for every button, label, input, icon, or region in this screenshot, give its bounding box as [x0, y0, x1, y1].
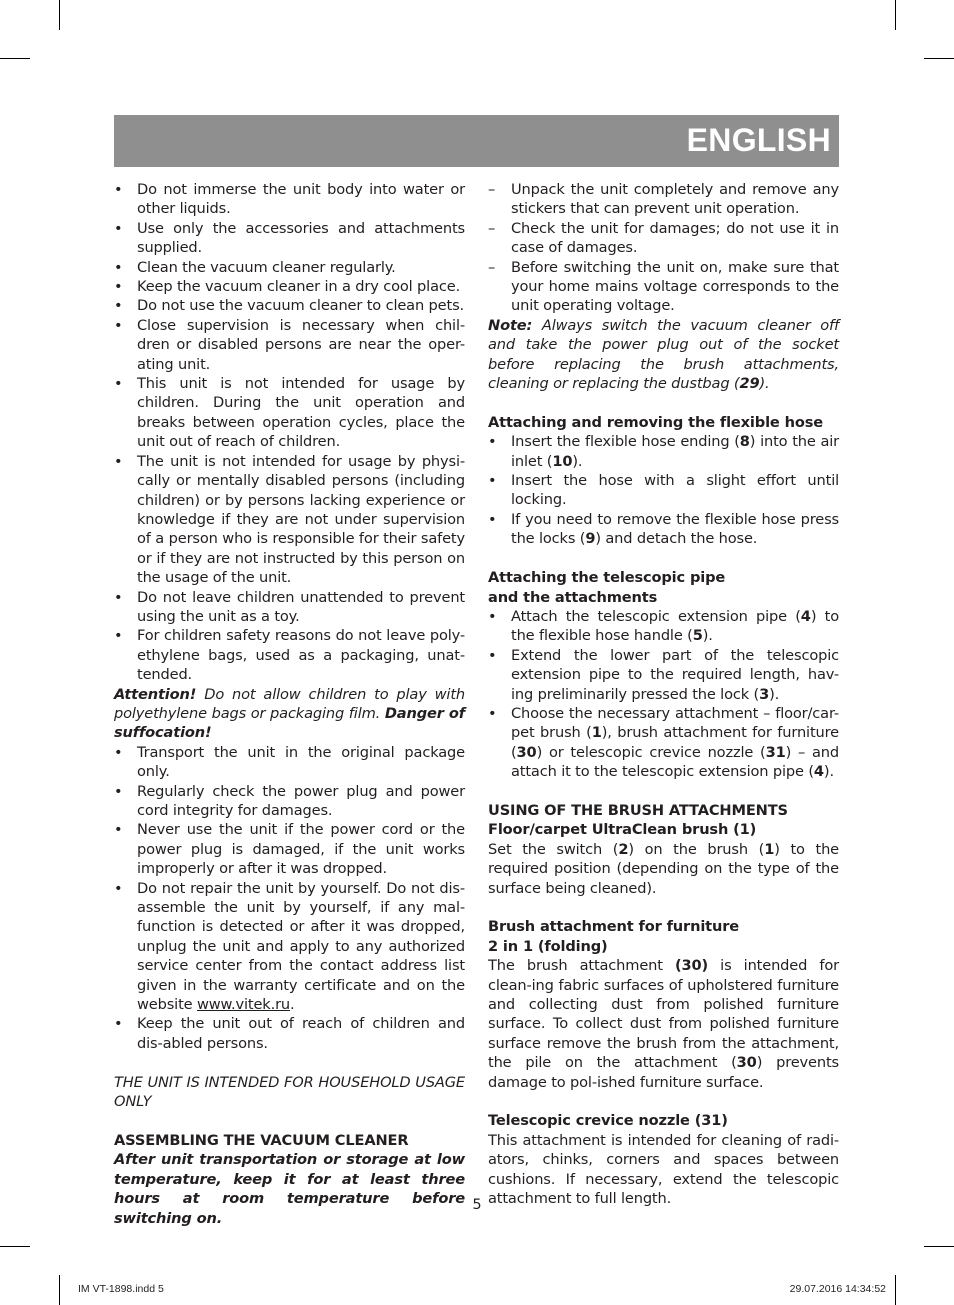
list-item: • If you need to remove the flexible hose press the locks (9) and detach the hose.: [488, 510, 839, 548]
paragraph: Set the switch (2) on the brush (1) to the required position (depending on the type of the surface being cleaned).: [488, 840, 839, 897]
crop-mark: [895, 1275, 896, 1305]
note: Note: Always switch the vacuum cleaner off and take the power plug out of the socket before replacing the brush attachments, cleaning or replacing the dustbag (29).: [488, 316, 839, 393]
list-item: • Regularly check the power plug and power cord integrity for damages.: [114, 782, 465, 819]
date-slug: 29.07.2016 14:34:52: [789, 1283, 886, 1295]
list-item: • Transport the unit in the original package only.: [114, 743, 465, 781]
subsection-heading: Floor/carpet UltraClean brush (1): [488, 821, 757, 839]
list-item: – Check the unit for damages; do not use it in case of damages.: [488, 219, 839, 257]
crop-mark: [924, 58, 954, 59]
crop-mark: [59, 0, 60, 30]
list-item: • For children safety reasons do not leave poly-ethylene bags, used as a packaging, unat-tended.: [114, 627, 465, 684]
crop-mark: [0, 1246, 30, 1247]
paragraph: The brush attachment (30) is intended for clean-ing fabric surfaces of upholstered furniture and collecting dust from polished furniture surface. To collect dust from polished furniture surface remove the brush from the attachment, the pile on the attachment (30) prevents damage to pol-ished furniture surface.: [488, 957, 839, 1091]
list-item: – Unpack the unit completely and remove any stickers that can prevent unit operation.: [488, 181, 839, 218]
file-slug: IM VT-1898.indd 5: [78, 1283, 164, 1295]
list-item: • Insert the flexible hose ending (8) into the air inlet (10).: [488, 433, 839, 470]
crop-mark: [924, 1246, 954, 1247]
page-number: 5: [472, 1196, 482, 1213]
right-column: [488, 180, 839, 1208]
crop-mark: [59, 1275, 60, 1305]
household-notice: THE UNIT IS INTENDED FOR HOUSEHOLD USAGE ONLY: [114, 1073, 465, 1111]
section-heading: USING OF THE BRUSH ATTACHMENTS: [488, 801, 788, 819]
list-item: • Keep the vacuum cleaner in a dry cool place.: [114, 278, 461, 296]
section-heading: Attaching and removing the flexible hose: [488, 413, 824, 431]
list-item: • Close supervision is necessary when chil-dren or disabled persons are near the oper-ating unit.: [114, 316, 465, 373]
language-banner: [114, 115, 839, 167]
subsection-heading: Brush attachment for furniture 2 in 1 (folding): [488, 918, 740, 955]
list-item: • Do not immerse the unit body into water or other liquids.: [114, 181, 465, 218]
list-item: • Extend the lower part of the telescopic extension pipe to the required length, hav-ing preliminarily pressed the lock (3).: [488, 646, 839, 703]
website-link[interactable]: www.vitek.ru: [196, 996, 291, 1014]
list-item: • This unit is not intended for usage by children. During the unit operation and breaks between operation cycles, place the unit out of reach of children.: [114, 375, 465, 451]
assembling-note: After unit transportation or storage at low temperature, keep it for at least three hours at room temperature before switching on.: [114, 1151, 465, 1227]
list-item: • Keep the unit out of reach of children and dis-abled persons.: [114, 1015, 465, 1052]
section-heading: Attaching the telescopic pipe and the attachments: [488, 569, 726, 606]
list-item: – Before switching the unit on, make sure that your home mains voltage corresponds to the unit operating voltage.: [488, 258, 839, 315]
list-item: • Attach the telescopic extension pipe (4) to the flexible hose handle (5).: [488, 607, 839, 645]
attention-note: Attention! Do not allow children to play with polyethylene bags or packaging film. Danger of suffocation!: [114, 685, 466, 742]
list-item: • Clean the vacuum cleaner regularly.: [114, 258, 396, 276]
left-column: [114, 180, 465, 1228]
crop-mark: [0, 58, 30, 59]
list-item: • Choose the necessary attachment – floor/car-pet brush (1), brush attachment for furniture (30) or telescopic crevice nozzle (31) – and attach it to the telescopic extension pipe (4).: [488, 704, 839, 781]
list-item: • Use only the accessories and attachments supplied.: [114, 219, 465, 257]
list-item: • Do not leave children unattended to prevent using the unit as a toy.: [114, 588, 465, 625]
list-item: • The unit is not intended for usage by physi-cally or mentally disabled persons (including children) or by persons lacking experience or knowledge if they are not under supervision of a person who is responsible for their safety or if they are not instructed by this person on the usage of the unit.: [114, 452, 465, 587]
list-item: • Do not repair the unit by yourself. Do not dis-assemble the unit by yourself, if any mal-function is detected or after it was dropped, unplug the unit and apply to any authorized service center from the contact address list given in the warranty certificate and on the website www.vitek.ru.: [114, 879, 465, 1014]
crop-mark: [895, 0, 896, 30]
list-item: • Insert the hose with a slight effort until locking.: [488, 472, 839, 509]
page-title: ENGLISH: [686, 122, 831, 158]
subsection-heading: Telescopic crevice nozzle (31): [488, 1112, 728, 1130]
list-item: • Never use the unit if the power cord or the power plug is damaged, if the unit works improperly or after it was dropped.: [114, 821, 465, 878]
section-heading: ASSEMBLING THE VACUUM CLEANER: [114, 1131, 409, 1149]
list-item: • Do not use the vacuum cleaner to clean pets.: [114, 297, 465, 315]
paragraph: This attachment is intended for cleaning of radi-ators, chinks, corners and spaces between cushions. If necessary, extend the telescopic attachment to full length.: [488, 1131, 839, 1208]
